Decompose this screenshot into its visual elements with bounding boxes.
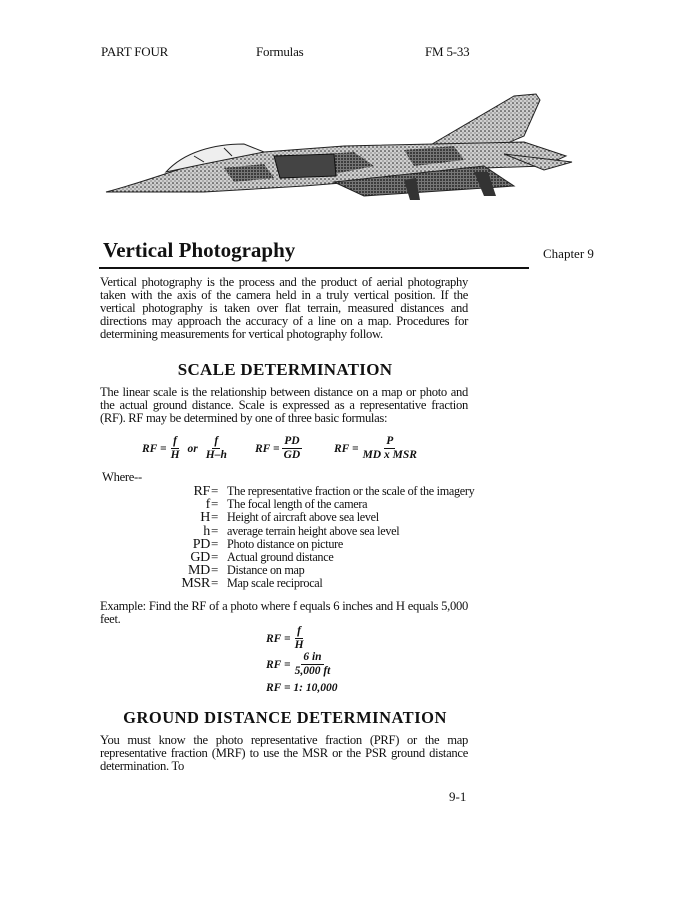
numerator: P — [386, 435, 394, 447]
definition-term: MD — [188, 563, 210, 579]
formula-rf-focal — [142, 436, 231, 461]
definition-term: h — [203, 523, 210, 539]
denominator: H — [294, 639, 304, 651]
definition-equals: = — [211, 548, 219, 564]
formula-rf-map — [334, 436, 421, 461]
definition-row — [160, 575, 474, 592]
example-paragraph: Example: Find the RF of a photo where f equals 6 inches and H equals 5,000 feet. — [100, 599, 468, 626]
definition-equals: = — [211, 575, 219, 591]
definition-row — [160, 535, 474, 552]
formula-lhs: RF = — [142, 442, 167, 455]
definition-text: average terrain height above sea level — [227, 523, 400, 538]
fraction — [169, 436, 182, 461]
ground-section-heading: GROUND DISTANCE DETERMINATION — [123, 708, 447, 727]
formula-rf-photo — [255, 436, 304, 461]
formula-lhs: RF = — [266, 632, 291, 645]
definition-row — [160, 522, 474, 539]
definition-list — [160, 483, 475, 592]
definition-text: Distance on map — [227, 563, 305, 578]
definition-term: MSR — [181, 576, 210, 592]
definition-equals: = — [211, 496, 219, 512]
fraction — [361, 436, 419, 461]
numerator: 6 in — [303, 651, 322, 663]
scale-section-heading: SCALE DETERMINATION — [177, 360, 393, 379]
intro-paragraph: Vertical photography is the process and the product of aerial photography taken with the axis of the camera held in a truly vertical position. If the vertical photography is taken over flat terrain, measured distances and directions may approach the accuracy of a line on a map. Procedures for determining measurements for vertical photography follow. — [100, 275, 468, 341]
header-part: PART FOUR — [101, 44, 169, 59]
formula-lhs: RF = — [334, 442, 359, 455]
definition-term: PD — [192, 536, 210, 552]
ground-paragraph: You must know the photo representative fraction (PRF) or the map representative fraction (MRF) to use the MSR or the PSR ground distance determination. To — [100, 733, 468, 773]
denominator: MD x MSR — [362, 449, 417, 461]
definition-equals: = — [211, 522, 219, 538]
numerator: f — [214, 435, 219, 447]
numerator: f — [297, 625, 301, 637]
page-number: 9-1 — [449, 789, 467, 804]
header-manual-id: FM 5-33 — [425, 44, 470, 59]
fraction — [282, 436, 303, 461]
fraction — [204, 436, 229, 461]
definition-equals: = — [211, 483, 219, 498]
definition-text: Photo distance on picture — [227, 536, 344, 551]
numerator: f — [173, 435, 177, 447]
denominator: 5,000 ft — [294, 665, 331, 677]
title-rule — [99, 267, 529, 269]
fraction — [293, 626, 306, 651]
formula-lhs: RF = — [266, 658, 291, 671]
denominator: H–h — [205, 449, 227, 461]
formula-or: or — [187, 442, 198, 455]
definition-text: The focal length of the camera — [227, 497, 368, 512]
fraction — [293, 652, 333, 677]
definition-term: f — [205, 497, 210, 513]
formula-lhs: RF = — [255, 442, 280, 455]
definition-term: H — [200, 510, 210, 526]
definition-equals: = — [211, 562, 219, 578]
example-step-1 — [266, 626, 308, 651]
chapter-title: Vertical Photography — [103, 238, 296, 262]
definition-term: RF — [193, 484, 210, 499]
example-result: RF = 1: 10,000 — [266, 682, 338, 694]
denominator: GD — [283, 449, 301, 461]
definition-text: Height of aircraft above sea level — [227, 510, 379, 525]
where-label: Where-- — [102, 470, 142, 484]
definition-equals: = — [211, 535, 219, 551]
definition-row — [160, 548, 474, 565]
denominator: H — [170, 449, 180, 461]
definition-row — [160, 483, 475, 499]
scale-paragraph: The linear scale is the relationship between distance on a map or photo and the actual ground distance. Scale is expressed as a representative fraction (RF). RF may be determined by one of three basic formulas: — [100, 385, 468, 425]
numerator: PD — [284, 435, 300, 447]
example-step-2 — [266, 652, 334, 677]
definition-text: The representative fraction or the scale of the imagery — [227, 484, 475, 498]
definition-text: Actual ground distance — [227, 549, 334, 564]
fighter-jet-illustration — [104, 86, 574, 204]
chapter-label: Chapter 9 — [543, 246, 594, 261]
definition-row — [160, 509, 474, 526]
definition-term: GD — [190, 549, 210, 565]
header-section: Formulas — [256, 44, 304, 59]
definition-text: Map scale reciprocal — [227, 576, 323, 591]
definition-equals: = — [211, 509, 219, 525]
